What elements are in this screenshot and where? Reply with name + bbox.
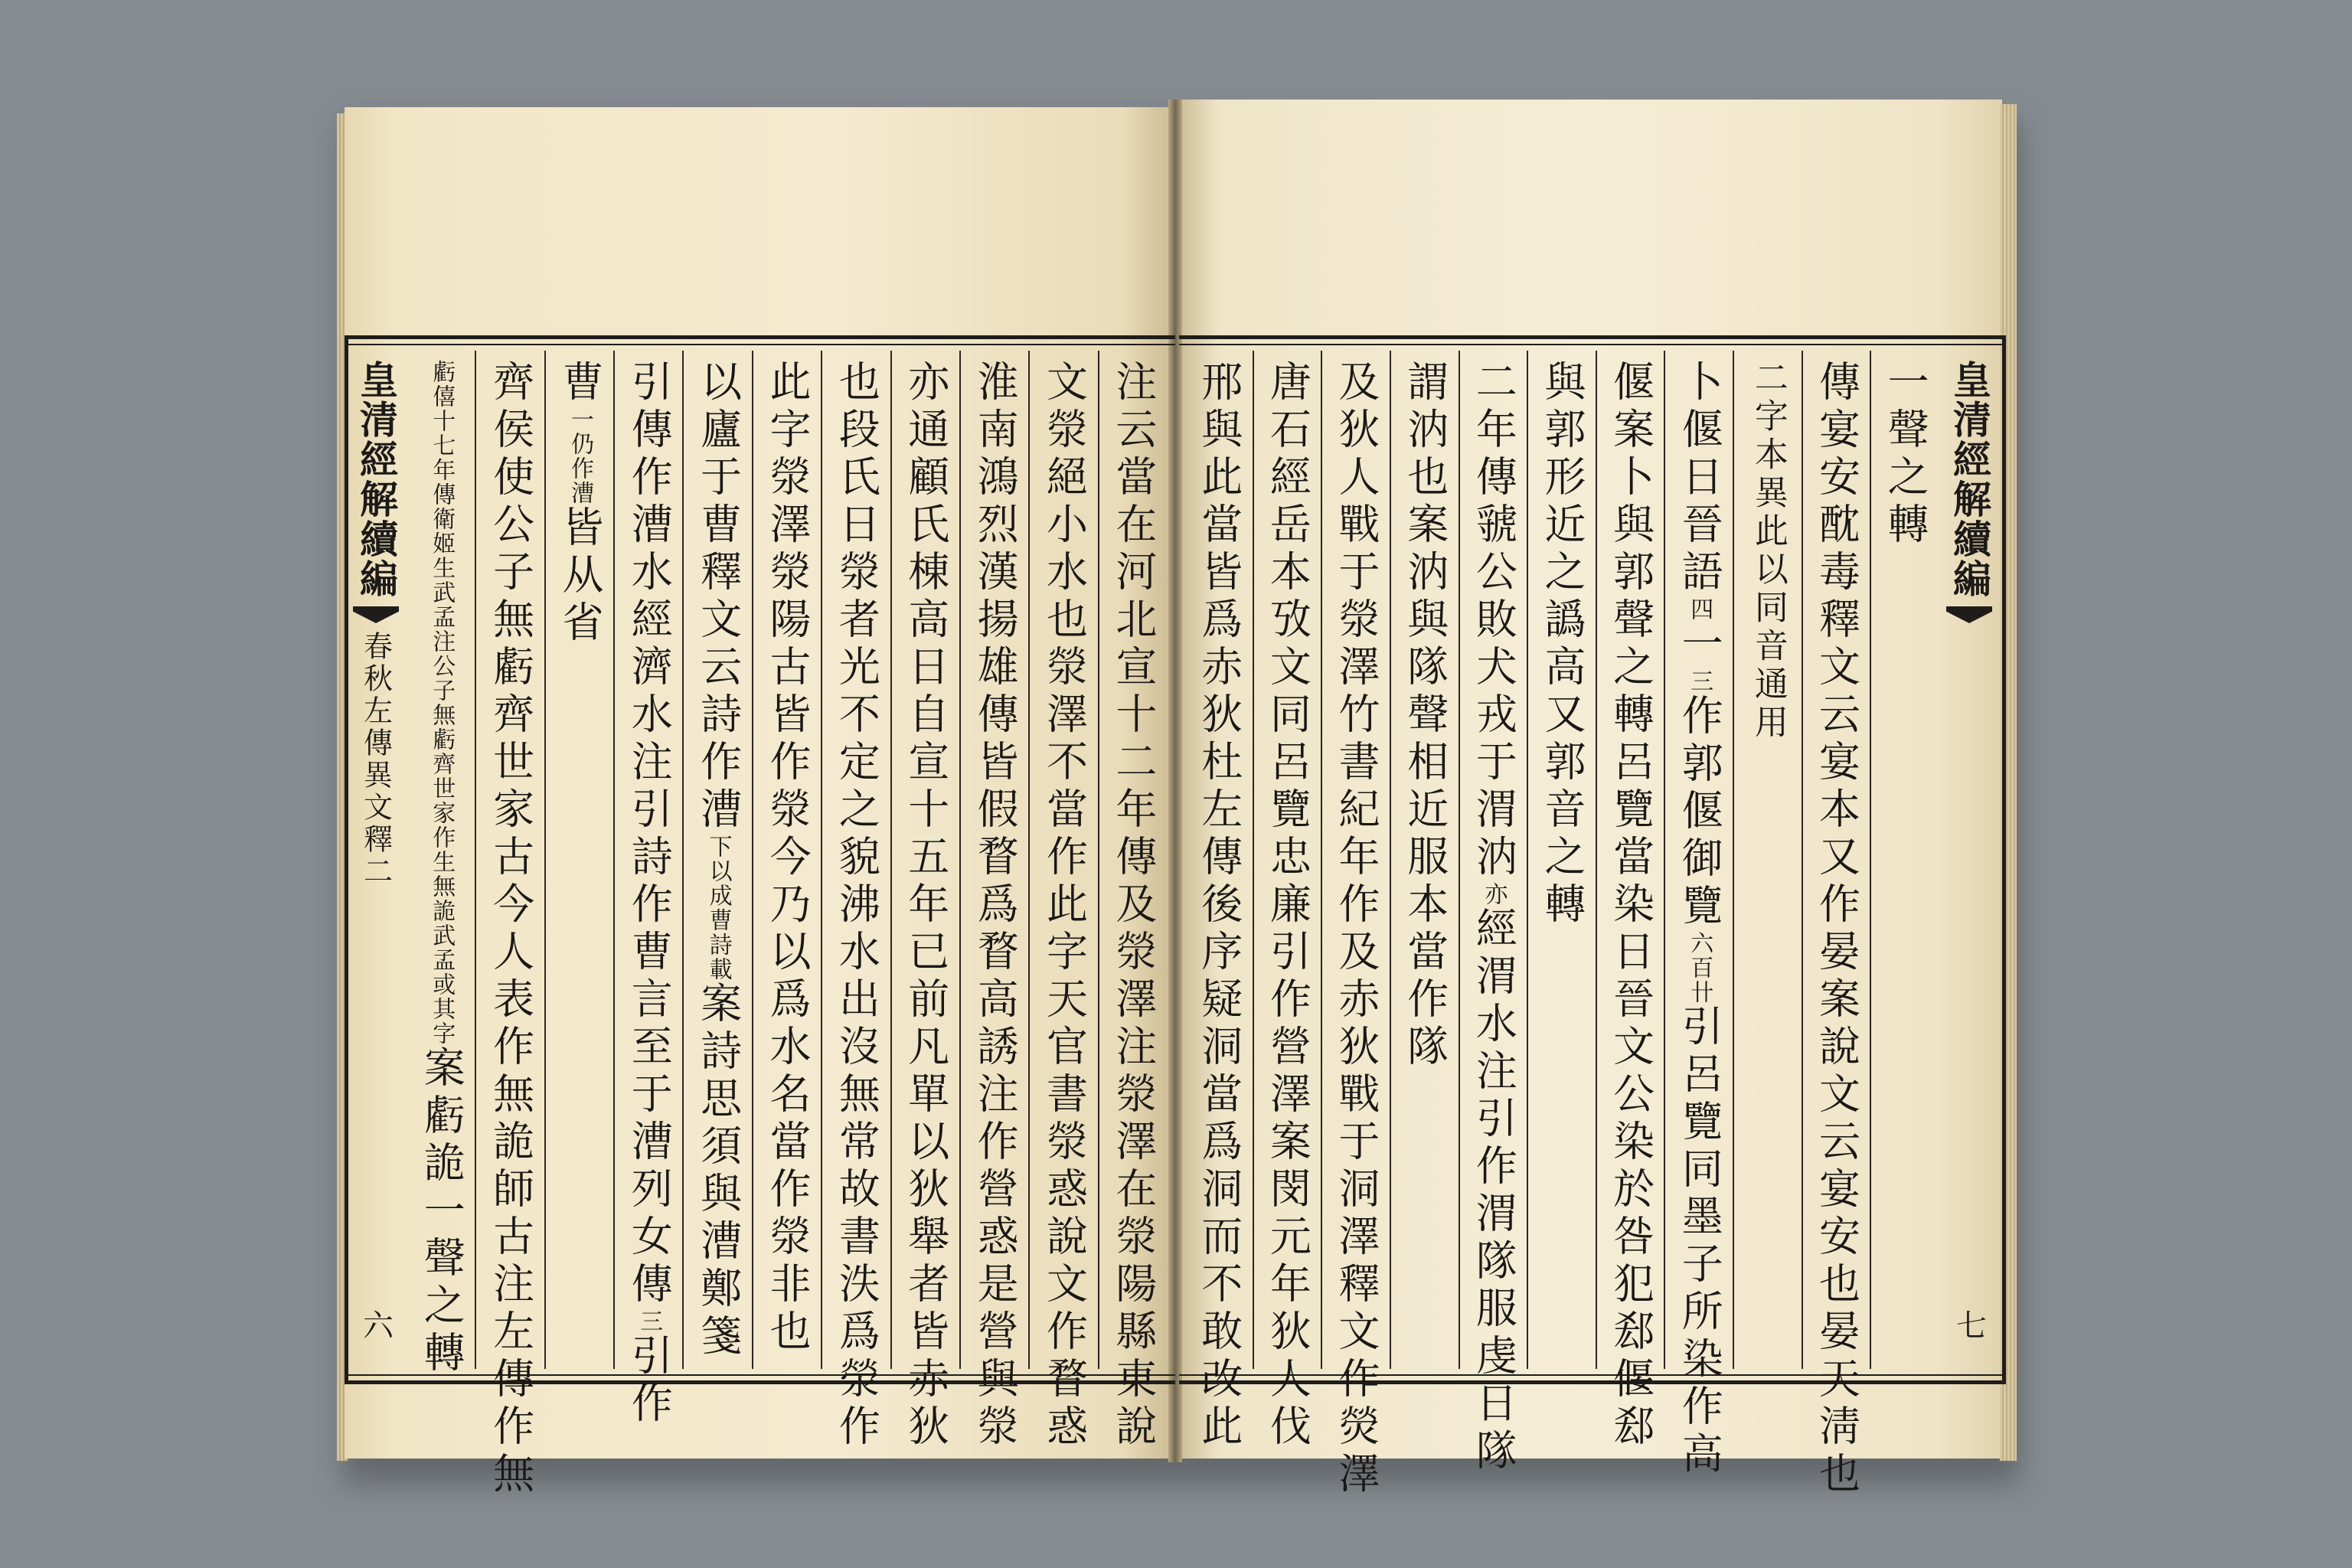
text-column: 傳宴安酖毒釋文云宴本又作晏案說文云宴安也晏天淸也 — [1802, 351, 1870, 1369]
left-folio-number: 六 — [358, 1309, 394, 1340]
text-column: 與郭形近之譌高又郭音之轉 — [1527, 351, 1596, 1369]
interlinear-note: 二字本異此以同音通用 — [1748, 360, 1788, 743]
interlinear-note: 一仍作漕 — [566, 407, 593, 505]
text-column: 偃案卜與郭聲之轉呂覽當染日晉文公染於咎犯郄偃郄 — [1596, 351, 1664, 1369]
text-column: 二年傳虢公敗犬戎于渭汭亦經渭水注引作渭隊服虔日隊 — [1459, 351, 1527, 1369]
right-banxin — [1942, 345, 1997, 1370]
text-column: 謂汭也案汭與隊聲相近服本當作隊 — [1390, 351, 1459, 1369]
right-banxin-title: 皇清經解續編 — [1947, 360, 1992, 599]
left-text-columns — [407, 351, 1167, 1499]
text-column: 也段氏日滎者光不定之貌沸水出沒無常故書泆爲滎作 — [821, 351, 890, 1369]
text-column: 曹一仍作漕皆从省 — [544, 351, 613, 1369]
text-column: 亦通顧氏棟高日自宣十五年已前凡單以狄舉者皆赤狄 — [890, 351, 959, 1369]
left-banxin-title: 皇清經解續編 — [354, 360, 399, 599]
text-column: 引傳作漕水經濟水注引詩作曹言至于漕列女傳三引作 — [613, 351, 682, 1369]
text-column: 卜偃日晉語四一三作郭偃御覽六百卄引呂覽同墨子所染作高 — [1664, 351, 1733, 1369]
right-folio-number: 七 — [1951, 1309, 1987, 1340]
text-column: 文滎絕小水也滎澤不當作此字天官書滎惑說文作瞀惑 — [1028, 351, 1097, 1369]
fishtail-mark — [1946, 606, 1992, 623]
interlinear-note: 虧僖十七年傳衛姬生武孟注公子無虧齊世家作生無詭武孟或其字 — [428, 360, 456, 1046]
text-column: 唐石經岳本攷文同呂覽忠廉引作營澤案閔元年狄人伐 — [1253, 351, 1321, 1369]
text-column: 及狄人戰于滎澤竹書紀年作及赤狄戰于洞澤釋文作熒澤 — [1321, 351, 1390, 1369]
text-column: 齊侯使公子無虧齊世家古今人表作無詭師古注左傳作無 — [475, 351, 544, 1369]
right-text-columns — [1185, 351, 1939, 1499]
interlinear-note: 三 — [635, 1309, 663, 1334]
text-column: 淮南鴻烈漢揚雄傳皆假瞀爲瞀高誘注作營惑是營與滎 — [959, 351, 1028, 1369]
text-column: 注云當在河北宣十二年傳及滎澤注滎澤在滎陽縣東說 — [1098, 351, 1167, 1369]
text-column — [1733, 351, 1802, 1369]
fishtail-mark — [353, 606, 399, 623]
interlinear-note: 下以成曹詩載 — [704, 835, 732, 982]
text-column: 此字滎澤滎陽古皆作滎今乃以爲水名當作滎非也 — [752, 351, 821, 1369]
text-column: 以廬于曹釋文云詩作漕下以成曹詩載案詩思須與漕鄭箋 — [682, 351, 751, 1369]
text-column: 虧僖十七年傳衛姬生武孟注公子無虧齊世家作生無詭武孟或其字案虧詭一聲之轉 — [417, 360, 466, 1378]
text-column: 邢與此當皆爲赤狄杜左傳後序疑洞當爲洞而不敢改此 — [1194, 360, 1243, 1452]
text-column: 一聲之轉 — [1870, 351, 1939, 1369]
left-banxin — [348, 345, 403, 1370]
left-banxin-subtitle: 春秋左傳異文釋二 — [358, 631, 393, 888]
